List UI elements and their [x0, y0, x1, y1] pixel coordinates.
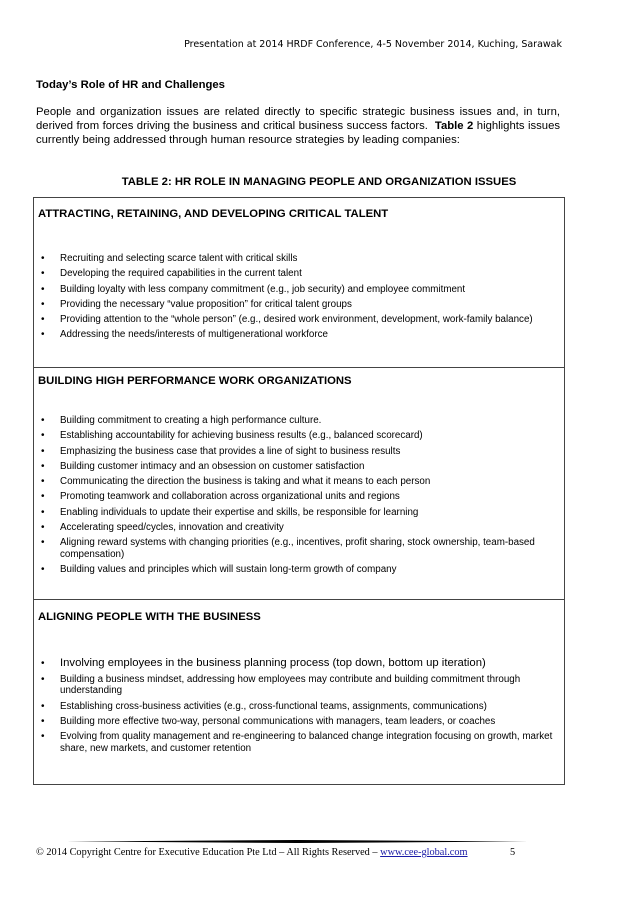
- list-item: • Enabling individuals to update their expertise and skills, be responsible for learning: [38, 507, 556, 519]
- section-title: ATTRACTING, RETAINING, AND DEVELOPING CRITICAL TALENT: [38, 208, 389, 220]
- bullet-list: [38, 415, 556, 580]
- list-item: • Establishing accountability for achieving business results (e.g., balanced scorecard): [38, 430, 556, 442]
- section-heading: Today’s Role of HR and Challenges: [36, 79, 225, 91]
- hr-role-table: [33, 197, 565, 785]
- list-item: • Emphasizing the business case that provides a line of sight to business results: [38, 446, 556, 458]
- page-number: 5: [510, 847, 516, 858]
- list-item: • Recruiting and selecting scarce talent with critical skills: [38, 253, 556, 265]
- list-item: • Developing the required capabilities in the current talent: [38, 268, 556, 280]
- list-item: • Addressing the needs/interests of multigenerational workforce: [38, 329, 556, 341]
- table-section-high-performance: [34, 368, 564, 600]
- intro-text-start: People and organization issues are related directly to specific strategic business issues and, in turn, derived from forces driving the business and critical business success factors.: [36, 106, 560, 132]
- intro-text-end: highlights issues currently being addressed through human resource strategies by leading companies:: [36, 119, 561, 146]
- footer-copyright: [36, 847, 468, 858]
- list-item: • Building values and principles which will sustain long-term growth of company: [38, 564, 556, 576]
- table-caption: TABLE 2: HR ROLE IN MANAGING PEOPLE AND ORGANIZATION ISSUES: [121, 176, 517, 188]
- list-item: • Establishing cross-business activities (e.g., cross-functional teams, assignments, communications): [38, 701, 556, 713]
- list-item: • Building customer intimacy and an obsession on customer satisfaction: [38, 461, 556, 473]
- list-item: • Building loyalty with less company commitment (e.g., job security) and employee commitment: [38, 284, 556, 296]
- list-item: • Providing attention to the “whole person” (e.g., desired work environment, development, work-family balance): [38, 314, 556, 326]
- section-title: BUILDING HIGH PERFORMANCE WORK ORGANIZATIONS: [38, 375, 352, 387]
- list-item: • Promoting teamwork and collaboration across organizational units and regions: [38, 491, 556, 503]
- table-section-talent: [34, 198, 564, 368]
- page-header: Presentation at 2014 HRDF Conference, 4-5 November 2014, Kuching, Sarawak: [184, 39, 562, 50]
- intro-paragraph: [36, 106, 560, 147]
- table-section-aligning: [34, 600, 564, 784]
- footer-divider: [66, 840, 528, 843]
- list-item: • Building a business mindset, addressing how employees may contribute and building commitment through understanding: [38, 674, 556, 698]
- website-link[interactable]: www.cee-global.com: [380, 847, 468, 858]
- bullet-list: [38, 657, 556, 758]
- table-reference: Table 2: [434, 119, 474, 132]
- list-item: • Aligning reward systems with changing priorities (e.g., incentives, profit sharing, stock ownership, team-based compensation): [38, 537, 556, 561]
- list-item: • Evolving from quality management and re-engineering to balanced change integration focusing on growth, market share, new markets, and customer retention: [38, 731, 556, 755]
- list-item: • Accelerating speed/cycles, innovation and creativity: [38, 522, 556, 534]
- bullet-list: [38, 253, 556, 345]
- copyright-text: © 2014 Copyright Centre for Executive Education Pte Ltd – All Rights Reserved –: [36, 847, 381, 858]
- list-item: • Providing the necessary “value proposition” for critical talent groups: [38, 299, 556, 311]
- section-title: ALIGNING PEOPLE WITH THE BUSINESS: [38, 611, 261, 623]
- list-item: • Building more effective two-way, personal communications with managers, team leaders, or coaches: [38, 716, 556, 728]
- list-item: • Involving employees in the business planning process (top down, bottom up iteration): [38, 657, 556, 670]
- list-item: • Communicating the direction the business is taking and what it means to each person: [38, 476, 556, 488]
- list-item: • Building commitment to creating a high performance culture.: [38, 415, 556, 427]
